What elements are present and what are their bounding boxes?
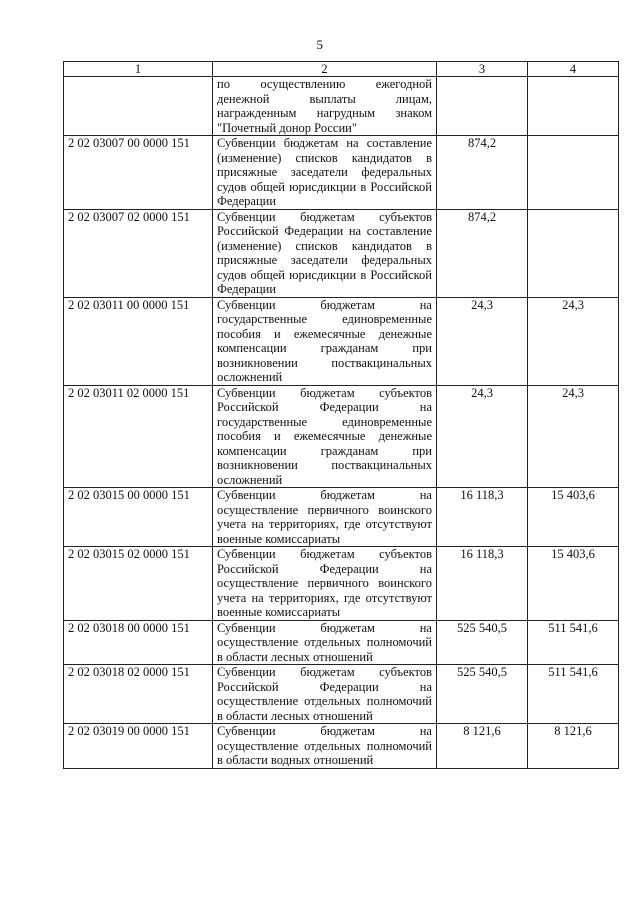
description-cell: Субвенции бюджетам на государственные единовременные пособия и ежемесячные денежные компенсации гражданам при возникновении поствакцинальных осложнений (213, 297, 437, 385)
amount-col3-cell (437, 77, 528, 136)
table-row (64, 77, 619, 136)
amount-col4-cell (528, 136, 619, 210)
column-header-3: 3 (437, 62, 528, 77)
amount-col3-cell: 525 540,5 (437, 665, 528, 724)
description-cell: Субвенции бюджетам на осуществление отдельных полномочий в области водных отношений (213, 724, 437, 769)
budget-code-cell: 2 02 03007 02 0000 151 (64, 209, 213, 297)
amount-col3-cell: 24,3 (437, 385, 528, 488)
description-cell: Субвенции бюджетам на осуществление отдельных полномочий в области лесных отношений (213, 620, 437, 665)
budget-code-cell: 2 02 03011 00 0000 151 (64, 297, 213, 385)
description-cell: Субвенции бюджетам на осуществление первичного воинского учета на территориях, где отсутствуют военные комиссариаты (213, 488, 437, 547)
table-row (64, 297, 619, 385)
description-cell: по осуществлению ежегодной денежной выплаты лицам, награжденным нагрудным знаком "Почетный донор России" (213, 77, 437, 136)
table-row (64, 665, 619, 724)
budget-code-cell: 2 02 03011 02 0000 151 (64, 385, 213, 488)
table-row (64, 136, 619, 210)
description-cell: Субвенции бюджетам субъектов Российской Федерации на составление (изменение) списков кандидатов в присяжные заседатели федеральных судов общей юрисдикции в Российской Федерации (213, 209, 437, 297)
budget-code-cell: 2 02 03007 00 0000 151 (64, 136, 213, 210)
description-cell: Субвенции бюджетам субъектов Российской Федерации на осуществление отдельных полномочий в области лесных отношений (213, 665, 437, 724)
amount-col4-cell: 24,3 (528, 297, 619, 385)
budget-table (63, 61, 619, 769)
amount-col4-cell: 511 541,6 (528, 665, 619, 724)
description-cell: Субвенции бюджетам на составление (изменение) списков кандидатов в присяжные заседатели федеральных судов общей юрисдикции в Российской Федерации (213, 136, 437, 210)
budget-code-cell (64, 77, 213, 136)
budget-code-cell: 2 02 03019 00 0000 151 (64, 724, 213, 769)
amount-col4-cell (528, 77, 619, 136)
column-header-1: 1 (64, 62, 213, 77)
budget-code-cell: 2 02 03018 00 0000 151 (64, 620, 213, 665)
amount-col4-cell: 8 121,6 (528, 724, 619, 769)
column-header-2: 2 (213, 62, 437, 77)
amount-col4-cell: 15 403,6 (528, 547, 619, 621)
table-row (64, 620, 619, 665)
amount-col3-cell: 16 118,3 (437, 547, 528, 621)
amount-col3-cell: 874,2 (437, 136, 528, 210)
table-header-row (64, 62, 619, 77)
amount-col3-cell: 8 121,6 (437, 724, 528, 769)
amount-col3-cell: 874,2 (437, 209, 528, 297)
budget-code-cell: 2 02 03018 02 0000 151 (64, 665, 213, 724)
table-row (64, 385, 619, 488)
description-cell: Субвенции бюджетам субъектов Российской Федерации на осуществление первичного воинского учета на территориях, где отсутствуют военные комиссариаты (213, 547, 437, 621)
column-header-4: 4 (528, 62, 619, 77)
amount-col4-cell (528, 209, 619, 297)
amount-col3-cell: 24,3 (437, 297, 528, 385)
amount-col3-cell: 16 118,3 (437, 488, 528, 547)
table-row (64, 724, 619, 769)
description-cell: Субвенции бюджетам субъектов Российской Федерации на государственные единовременные пособия и ежемесячные денежные компенсации гражданам при возникновении поствакцинальных осложнений (213, 385, 437, 488)
budget-code-cell: 2 02 03015 00 0000 151 (64, 488, 213, 547)
amount-col3-cell: 525 540,5 (437, 620, 528, 665)
amount-col4-cell: 15 403,6 (528, 488, 619, 547)
amount-col4-cell: 511 541,6 (528, 620, 619, 665)
budget-code-cell: 2 02 03015 02 0000 151 (64, 547, 213, 621)
table-row (64, 547, 619, 621)
page-number: 5 (316, 37, 324, 52)
table-row (64, 209, 619, 297)
table-row (64, 488, 619, 547)
amount-col4-cell: 24,3 (528, 385, 619, 488)
